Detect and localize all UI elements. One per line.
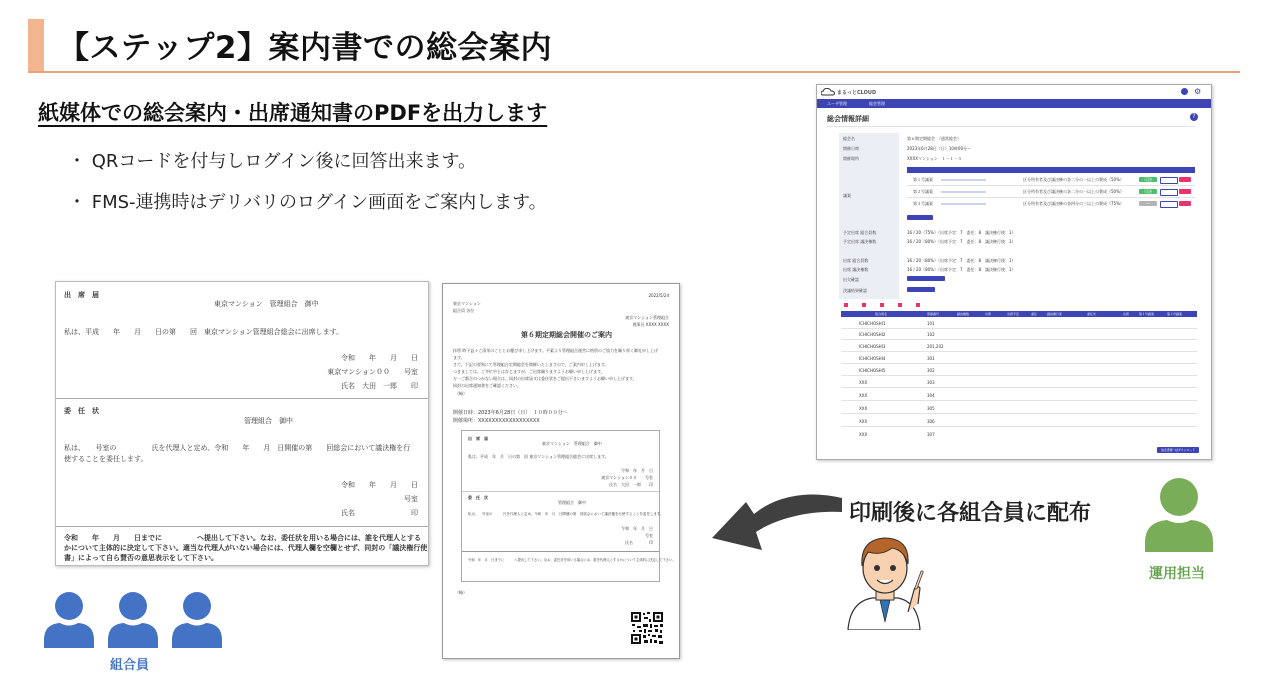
member-row-room: 305	[927, 406, 935, 411]
agenda-edit-button-3[interactable]	[1160, 201, 1178, 208]
form-notice-1: 令和 年 月 日までに へ提出して下さい。なお、委任状を用いる場合には、誰を代理人とする	[64, 534, 421, 542]
inner-divider	[462, 491, 659, 492]
field-value-attend-members: 16 / 20（80%）（出席予定：7 委任：8 議決権行使：1）	[907, 258, 1016, 263]
agenda-rule-1: 区分所有者及び議決権の各二分の一以上の賛成（50%）	[1023, 177, 1124, 182]
operator-person-icon	[1145, 476, 1213, 552]
agenda-title-1	[941, 179, 986, 181]
member-row-name: XXX	[859, 419, 868, 424]
result-check-button[interactable]	[907, 287, 935, 292]
page-title: 【ステップ2】案内書での総会案内	[58, 30, 552, 66]
field-label-attendance-check: 出欠確認	[843, 277, 859, 282]
attendance-form-document	[55, 281, 429, 566]
form-unit: 東京マンション００ 号室	[327, 368, 418, 376]
field-label-planned-members: 予定出席 組合員数	[843, 230, 877, 235]
help-icon[interactable]: ?	[1190, 113, 1198, 121]
member-row-name: ICHICHOSHI4	[859, 356, 886, 361]
agenda-delete-button-2[interactable]	[1179, 189, 1191, 194]
web-app-screenshot	[816, 84, 1212, 460]
member-row-room: 102	[927, 332, 935, 337]
title-accent-bar	[28, 19, 44, 71]
table-row	[841, 351, 1197, 352]
agenda-title-2	[941, 191, 986, 193]
notice-body-5: 万一ご都合のつかない場合は、同封の出席届又は委任状をご提出下さいますようお願い申し上げます。	[453, 376, 637, 381]
form-notice-3: 書」によって自ら賛否の意思表示をして下さい。	[64, 554, 218, 562]
member-row-name: ICHICHOSHI1	[859, 321, 886, 326]
member-row-room: 306	[927, 419, 935, 424]
member-row-name: ICHICHOSHI5	[859, 368, 886, 373]
member-row-room: 307	[927, 432, 935, 437]
field-label-name: 総会名	[843, 136, 855, 141]
member-row-name: XXX	[859, 380, 868, 385]
agenda-title-3	[941, 203, 986, 205]
section-subtitle: 紙媒体での総会案内・出席通知書のPDFを出力します	[38, 101, 548, 125]
table-row	[841, 328, 1197, 329]
proxy-text-2: 使することを委任します。	[64, 455, 148, 463]
title-divider-line	[827, 126, 1195, 127]
proxy-sign: 氏名 印	[341, 509, 418, 517]
nav-meeting-management[interactable]: 総会管理	[869, 101, 885, 106]
col-room: 部屋番号	[927, 312, 940, 316]
notice-body-3: さて、下記の要領にて管理組合定期総会を開催いたしますので、ご案内申し上げます。	[453, 362, 609, 367]
inner-date-2: 令和 年 月 日	[621, 526, 653, 531]
member-row-name: XXX	[859, 432, 868, 437]
notice-body-1: 拝啓 時下益々ご清栄のこととお慶び申し上げます。平素より管理組合運営に格別のご協力を賜り厚く御礼申し上げ	[453, 348, 658, 353]
cloud-logo-icon	[821, 88, 835, 96]
field-value-planned-votes: 16 / 20（80%）（出席予定：7 委任：8 議決権行使：1）	[907, 239, 1016, 244]
attendance-heading: 出 席 届	[64, 291, 99, 299]
form-recipient: 東京マンション 管理組合 御中	[214, 300, 319, 308]
col-votes: 議決権数	[957, 312, 970, 316]
agenda-delete-button-3[interactable]	[1179, 201, 1191, 206]
filter-checkboxes[interactable]	[844, 303, 964, 308]
agenda-rule-3: 区分所有者及び議決権の各四分の三以上の賛成（75%）	[1023, 201, 1124, 206]
inner-name: 氏名 大田 一郎 印	[609, 482, 653, 487]
curved-arrow-icon	[708, 484, 846, 564]
table-row	[841, 375, 1197, 376]
notice-body-4: つきましては、ご多忙中とは存じますが、ご出席賜りますようお願い申し上げます。	[453, 369, 605, 374]
members-people-icon	[44, 590, 222, 648]
web-page-title: 総会情報詳細	[827, 115, 869, 123]
field-label-agenda: 議案	[843, 193, 851, 198]
notice-to-1: 東京マンション	[453, 301, 481, 306]
member-row-name: ICHICHOSHI2	[859, 332, 886, 337]
notice-heading: 第６期定期総会開催のご案内	[521, 331, 612, 339]
meeting-notice-document	[442, 283, 680, 659]
inner-room: 号室	[645, 533, 653, 538]
col-proxy-to: 委任先	[1087, 312, 1097, 316]
attendance-check-button[interactable]	[907, 276, 945, 281]
proxy-heading: 委 任 状	[64, 407, 99, 415]
form-date: 令和 年 月 日	[341, 354, 418, 362]
bullet-fms-link: ・ FMS-連携時はデリバリのログイン画面をご案内します。	[68, 192, 547, 213]
member-row-name: ICHICHOSHI3	[859, 344, 886, 349]
notice-datetime: 開催日時：2023年6月28日（日） １０時００分〜	[453, 410, 568, 416]
field-value-attend-votes: 16 / 20（80%）（出席予定：7 委任：8 議決権行使：1）	[907, 267, 1016, 272]
member-row-room: 302	[927, 368, 935, 373]
bullet-qr-login: ・ QRコードを付与しログイン後に回答出来ます。	[68, 151, 477, 172]
notice-kei: （略）	[455, 391, 467, 396]
member-row-name: XXX	[859, 393, 868, 398]
table-row	[841, 363, 1197, 364]
col-planned: 出席予定	[1007, 312, 1020, 316]
form-divider-2	[56, 526, 428, 527]
agenda-no-2: 第２号議案	[913, 189, 933, 194]
operator-label: 運用担当	[1149, 566, 1205, 582]
col-vote-exercise: 議決権行使	[1047, 312, 1063, 316]
field-value-place: XXXXマンション １－１－５	[907, 156, 962, 161]
proxy-date: 令和 年 月 日	[341, 481, 418, 489]
member-row-room: 201,202	[927, 344, 944, 349]
inner-recipient: 東京マンション 管理組合 御中	[542, 441, 602, 446]
proxy-recipient: 管理組合 御中	[244, 417, 293, 425]
inner-sign: 氏名 印	[625, 540, 653, 545]
agenda-delete-button-1[interactable]	[1179, 177, 1191, 182]
agenda-no-1: 第１号議案	[913, 177, 933, 182]
presenter-illustration	[842, 532, 928, 630]
app-header	[817, 85, 1211, 100]
col-proxy: 委任	[1031, 312, 1038, 316]
gear-icon[interactable]: ⚙	[1194, 87, 1202, 96]
col-agenda-2: 第２号議案	[1167, 312, 1183, 316]
table-row	[841, 413, 1197, 414]
attendance-text: 私は、平成 年 月 日の第 回 東京マンション管理組合総会に出席します。	[64, 328, 344, 336]
member-row-room: 303	[927, 380, 935, 385]
inner-heading: 出 席 届	[468, 436, 488, 441]
table-row	[841, 387, 1197, 388]
field-label-result-check: 決議結果確認	[843, 288, 867, 293]
member-row-room: 301	[927, 356, 935, 361]
agenda-status-1[interactable]: 可決	[1139, 177, 1157, 182]
member-row-room: 304	[927, 393, 935, 398]
notice-place: 開催場所：XXXXXXXXXXXXXXXXXX	[453, 418, 540, 424]
table-row	[841, 400, 1197, 401]
add-agenda-button[interactable]	[907, 215, 933, 220]
field-label-planned-votes: 予定出席 議決権数	[843, 239, 877, 244]
agenda-no-3: 第３号議案	[913, 201, 933, 206]
inner-proxy-heading: 委 任 状	[468, 495, 488, 500]
agenda-row-divider	[907, 185, 1195, 186]
embedded-attendance-form	[461, 430, 676, 582]
col-attend-2: 出席	[1123, 312, 1130, 316]
proxy-text-1: 私は、 号室の 氏を代理人と定め、令和 年 月 日開催の第 回総会において議決権を行	[64, 444, 411, 452]
user-icon[interactable]	[1181, 88, 1188, 95]
col-agenda-1: 第１号議案	[1139, 312, 1155, 316]
form-name: 氏名 大田 一郎 印	[341, 382, 418, 390]
field-label-datetime: 開催日時	[843, 146, 859, 151]
app-nav-bar	[817, 99, 1211, 108]
distribute-label: 印刷後に各組合員に配布	[849, 501, 1092, 526]
agenda-edit-button-2[interactable]	[1160, 189, 1178, 196]
form-notice-2: かについて主体的に決定して下さい。適当な代理人がいない場合には、代理人欄を空欄とせず、同封の「議決権行使	[64, 544, 428, 552]
notice-body-6: 同封の出席通知書をご確認ください。	[453, 383, 521, 388]
notice-ryaku: （略）	[455, 590, 467, 595]
field-value-planned-members: 16 / 20（75%）（出席予定：7 委任：8 議決権行使：1）	[907, 230, 1016, 235]
notice-from-2: 理事長 XXXX XXXX	[632, 322, 669, 327]
field-label-attend-votes: 出席 議決権数	[843, 267, 869, 272]
field-label-place: 開催場所	[843, 156, 859, 161]
members-label: 組合員	[110, 658, 150, 673]
field-value-name: 第６期定期総会 （通常総会）	[907, 136, 961, 141]
title-divider	[28, 71, 1240, 73]
bulk-download-button[interactable]: 総会書類一括ダウンロード	[1157, 447, 1199, 453]
nav-user-management[interactable]: ユーザ管理	[827, 101, 847, 106]
member-row-room: 101	[927, 321, 935, 326]
agenda-status-3[interactable]: ―	[1139, 201, 1157, 206]
table-row	[841, 426, 1197, 427]
agenda-edit-button-1[interactable]	[1160, 177, 1178, 184]
agenda-table-header	[907, 167, 1195, 173]
col-member-name: 組合員名	[875, 312, 888, 316]
proxy-room: 号室	[404, 495, 418, 503]
app-brand: まるっとCLOUD	[837, 90, 877, 96]
inner-divider-2	[462, 551, 659, 552]
form-divider	[56, 398, 428, 399]
field-label-attend-members: 出席 組合員数	[843, 258, 869, 263]
agenda-status-2[interactable]: 可決	[1139, 189, 1157, 194]
notice-body-2: ます。	[453, 355, 465, 360]
notice-from-1: 東京マンション管理組合	[625, 315, 669, 320]
agenda-row-divider	[907, 197, 1195, 198]
notice-date: 2022/5/24	[648, 293, 669, 298]
agenda-rule-2: 区分所有者及び議決権の各二分の一以上の賛成（50%）	[1023, 189, 1124, 194]
notice-to-2: 組合員 各位	[453, 308, 475, 313]
inner-text: 私は、平成 年 月 日の第 回 東京マンション管理組合総会に出席します。	[468, 454, 609, 459]
qr-code-icon	[630, 611, 664, 645]
table-row	[841, 339, 1197, 340]
field-value-datetime: 2023年6月28日（日）10時00分〜	[907, 146, 971, 151]
inner-date: 令和 年 月 日	[621, 468, 653, 473]
col-attend: 出席	[985, 312, 992, 316]
inner-proxy-text: 私は、 号室の 氏を代理人と定め、令和 年 月 日開催の第 回総会において議決権を行使することを委任します。	[468, 512, 664, 516]
inner-proxy-to: 管理組合 御中	[558, 500, 586, 505]
inner-unit: 東京マンション００ 号室	[601, 475, 653, 480]
inner-footer-note: 令和 年 月 日までに へ提出して下さい。なお、委任状を用いる場合には、誰を代理人とするかについて主体的に決定して下さい。	[468, 558, 676, 562]
member-row-name: XXX	[859, 406, 868, 411]
